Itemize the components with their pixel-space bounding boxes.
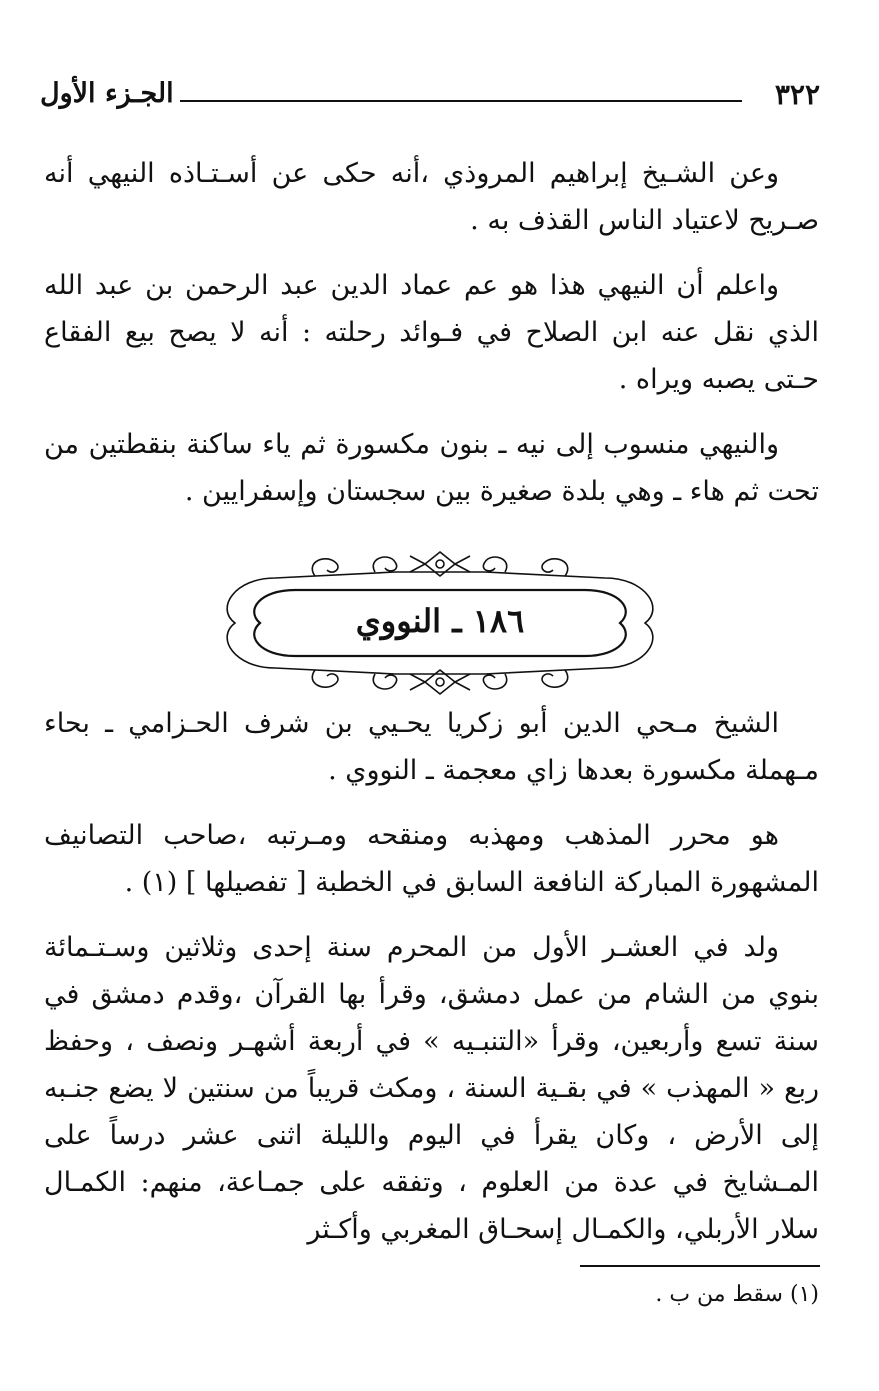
- paragraph: وعن الشـيخ إبراهيم المروذي ،أنه حكى عن أسـتـاذه النيهي أنه صـريح لاعتياد الناس القذف به .: [44, 158, 819, 236]
- chapter-title: ١٨٦ ـ النووي: [355, 602, 525, 640]
- section-two-text: [44, 700, 819, 1271]
- paragraph: والنيهي منسوب إلى نيه ـ بنون مكسورة ثم ياء ساكنة بنقطتين من تحت ثم هاء ـ وهي بلدة صغيرة بين سجستان وإسفرايين .: [44, 429, 819, 507]
- header-rule: [180, 100, 742, 102]
- footnote: (١) سقط من ب .: [655, 1282, 819, 1307]
- paragraph: واعلم أن النيهي هذا هو عم عماد الدين عبد الرحمن بن عبد الله الذي نقل عنه ابن الصلاح في فـوائد رحلته : أنه لا يصح بيع الفقاع حـتى يصبه ويراه .: [44, 270, 819, 395]
- paragraph: الشيخ مـحي الدين أبو زكريا يحـيي بن شرف الحـزامي ـ بحاء مـهملة مكسورة بعدها زاي معجمة ـ النووي .: [44, 708, 819, 786]
- section-one-text: [44, 150, 819, 533]
- paragraph: ولد في العشـر الأول من المحرم سنة إحدى وثلاثين وسـتـمائة بنوي من الشام من عمل دمشق، وقرأ بها القرآن ،وقدم دمشق في سنة تسع وأربعين، وقرأ «التنبـيه » في أربعة أشهـر ونصف ، وحفظ ربع « المهذب » في بقـية السنة ، ومكث قريباً من سنتين لا يضع جنـبه إلى الأرض ، وكان يقرأ في اليوم والليلة اثنى عشر درساً على المـشايخ في عدة من العلوم ، وتفقه على جمـاعة، منهم: الكمـال سلار الأربلي، والكمـال إسحـاق المغربي وأكـثر: [44, 932, 819, 1245]
- footnote-rule: [580, 1265, 820, 1267]
- page-header: [40, 78, 820, 128]
- paragraph: هو محرر المذهب ومهذبه ومنقحه ومـرتبه ،صاحب التصانيف المشهورة المباركة النافعة السابق في الخطبة [ تفصيلها ] (١) .: [44, 820, 819, 898]
- page-number: ٣٢٢: [774, 78, 820, 111]
- running-head: الجـزء الأول: [40, 78, 174, 109]
- chapter-title-cartouche: [205, 548, 675, 698]
